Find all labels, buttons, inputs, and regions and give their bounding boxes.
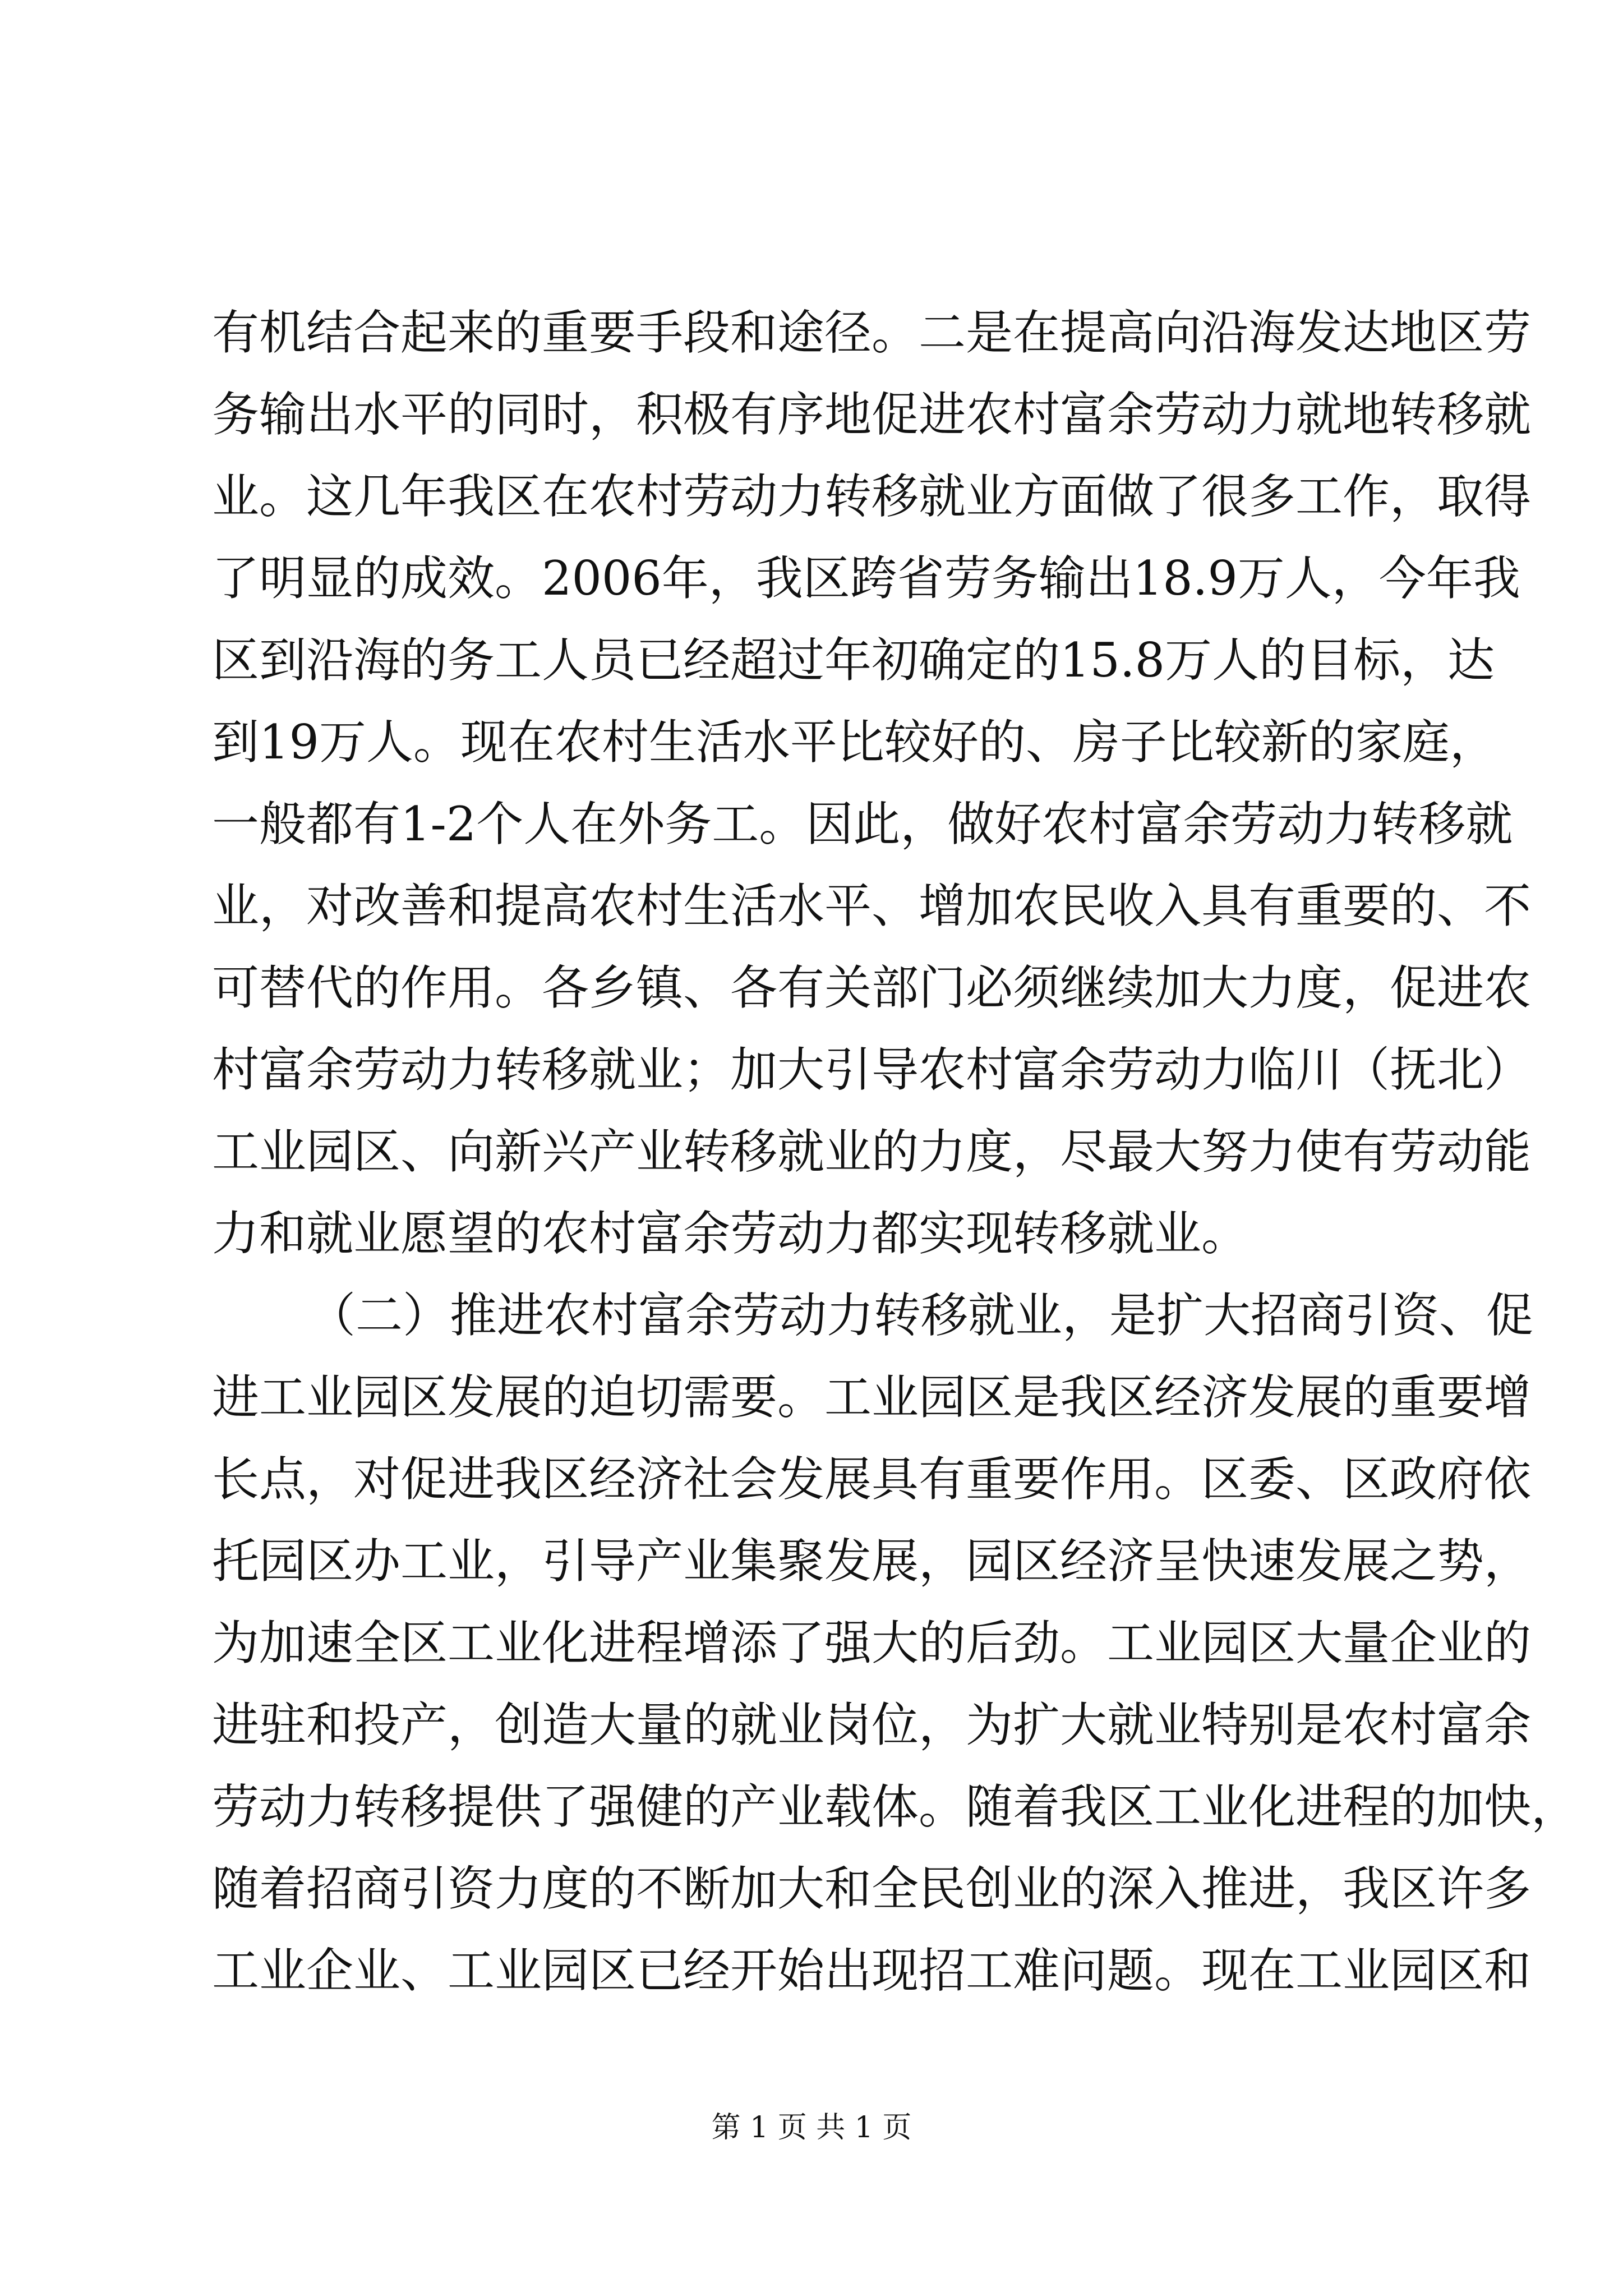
text-line: 进工业园区发展的迫切需要。工业园区是我区经济发展的重要增 [212, 1370, 1532, 1425]
text-line: 工业企业、工业园区已经开始出现招工难问题。现在工业园区和 [212, 1943, 1532, 1998]
text-line: 村富余劳动力转移就业；加大引导农村富余劳动力临川（抚北） [212, 1042, 1532, 1097]
text-line: 一般都有1-2个人在外务工。因此，做好农村富余劳动力转移就 [212, 797, 1513, 852]
text-line: 可替代的作用。各乡镇、各有关部门必须继续加大力度，促进农 [212, 960, 1532, 1015]
text-line: 有机结合起来的重要手段和途径。二是在提高向沿海发达地区劳 [212, 305, 1532, 360]
page-number-label: 第 1 页 共 1 页 [711, 2111, 912, 2145]
text-line: 进驻和投产，创造大量的就业岗位，为扩大就业特别是农村富余 [212, 1697, 1532, 1752]
text-line: 托园区办工业，引导产业集聚发展，园区经济呈快速发展之势， [212, 1534, 1532, 1589]
text-line: 业。这几年我区在农村劳动力转移就业方面做了很多工作，取得 [212, 469, 1532, 524]
text-line: 到19万人。现在农村生活水平比较好的、房子比较新的家庭， [212, 715, 1497, 770]
section-heading-line: （二）推进农村富余劳动力转移就业，是扩大招商引资、促 [308, 1288, 1534, 1343]
text-line: 务输出水平的同时，积极有序地促进农村富余劳动力就地转移就 [212, 387, 1532, 442]
text-line: 业，对改善和提高农村生活水平、增加农民收入具有重要的、不 [212, 878, 1532, 933]
body-text [212, 292, 1579, 2012]
text-line: 劳动力转移提供了强健的产业载体。随着我区工业化进程的加快， [212, 1779, 1579, 1834]
text-line: 了明显的成效。2006年，我区跨省劳务输出18.9万人，今年我 [212, 551, 1520, 606]
text-line: 长点，对促进我区经济社会发展具有重要作用。区委、区政府依 [212, 1452, 1532, 1507]
text-line: 为加速全区工业化进程增添了强大的后劲。工业园区大量企业的 [212, 1616, 1532, 1671]
text-line: 区到沿海的务工人员已经超过年初确定的15.8万人的目标，达 [212, 633, 1495, 688]
text-line: 随着招商引资力度的不断加大和全民创业的深入推进，我区许多 [212, 1861, 1532, 1916]
text-line: 工业园区、向新兴产业转移就业的力度，尽最大努力使有劳动能 [212, 1124, 1532, 1179]
paragraph-end-line: 力和就业愿望的农村富余劳动力都实现转移就业。 [212, 1206, 1249, 1261]
page-footer [0, 2104, 1623, 2146]
